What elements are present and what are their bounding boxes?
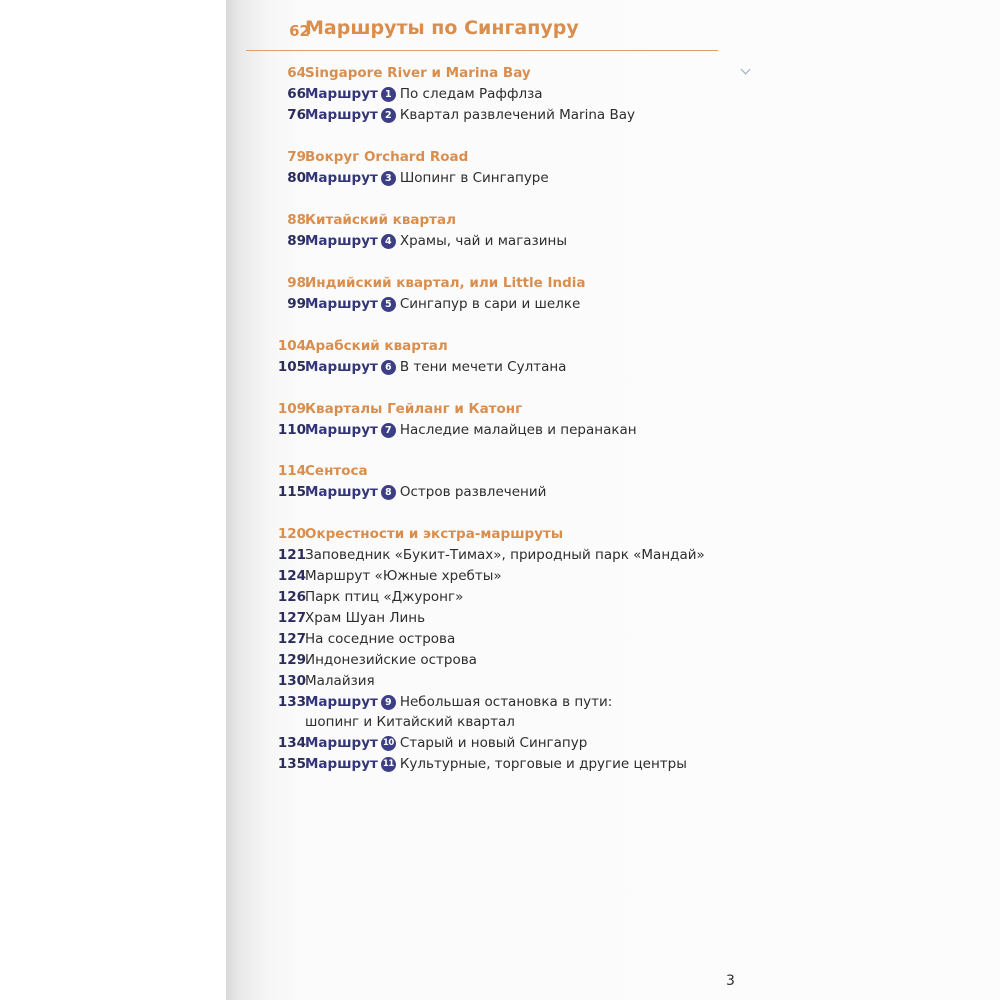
item-title: Индонезийские острова <box>305 652 477 668</box>
entry-page-number: 124 <box>277 568 306 584</box>
entry-page-number: 105 <box>277 359 306 375</box>
item-title: Храм Шуан Линь <box>305 610 426 626</box>
route-number-badge: 6 <box>381 360 396 375</box>
route-title: Квартал развлечений Marina Bay <box>399 107 636 123</box>
toc-item <box>226 587 746 608</box>
item-title: Маршрут «Южные хребты» <box>305 568 502 584</box>
toc-route <box>226 231 746 252</box>
entry-page-number: 66 <box>287 86 306 102</box>
toc-route <box>226 420 746 441</box>
route-number-badge: 7 <box>381 423 396 438</box>
route-number-badge: 10 <box>381 736 396 751</box>
section-title: Индийский квартал, или Little India <box>305 275 586 291</box>
route-title: В тени мечети Султана <box>399 359 567 375</box>
section-title: Вокруг Orchard Road <box>305 149 469 165</box>
toc-route <box>226 84 746 105</box>
route-number-badge: 9 <box>381 695 396 710</box>
route-label: Маршрут <box>305 296 378 312</box>
entry-page-number: 127 <box>277 631 306 647</box>
section-title: Арабский квартал <box>305 338 448 354</box>
toc-section <box>226 524 746 545</box>
route-label: Маршрут <box>305 86 378 102</box>
route-title: Культурные, торговые и другие центры <box>399 756 687 772</box>
section-title: Кварталы Гейланг и Катонг <box>305 401 523 417</box>
toc-section <box>226 63 746 84</box>
entry-page-number: 109 <box>277 401 306 417</box>
route-label: Маршрут <box>305 422 378 438</box>
route-number-badge: 2 <box>381 108 396 123</box>
route-entry <box>305 294 580 315</box>
route-label: Маршрут <box>305 694 378 710</box>
route-entry <box>305 84 543 105</box>
route-label: Маршрут <box>305 735 378 751</box>
entry-page-number: 80 <box>287 170 306 186</box>
toc-route <box>226 733 746 754</box>
entry-continuation: шопинг и Китайский квартал <box>305 714 515 730</box>
route-entry <box>305 420 637 441</box>
entry-page-number: 79 <box>287 149 306 165</box>
entry-page-number: 134 <box>277 735 306 751</box>
toc-route <box>226 482 746 503</box>
entry-page-number: 76 <box>287 107 306 123</box>
entry-page-number: 115 <box>277 484 306 500</box>
toc-item <box>226 671 746 692</box>
toc-item <box>226 545 746 566</box>
toc-route <box>226 105 746 126</box>
item-title: Парк птиц «Джуронг» <box>305 589 464 605</box>
toc-route <box>226 168 746 189</box>
route-title: Небольшая остановка в пути: <box>399 694 613 710</box>
entry-page-number: 64 <box>287 65 306 81</box>
route-label: Маршрут <box>305 359 378 375</box>
section-title: Singapore River и Marina Bay <box>305 65 531 81</box>
toc-route <box>226 294 746 315</box>
route-entry <box>305 482 546 503</box>
route-title: Шопинг в Сингапуре <box>399 170 549 186</box>
route-entry <box>305 733 587 754</box>
entry-page-number: 88 <box>287 212 306 228</box>
entry-page-number: 104 <box>277 338 306 354</box>
entry-page-number: 89 <box>287 233 306 249</box>
toc-section <box>226 210 746 231</box>
route-number-badge: 1 <box>381 87 396 102</box>
route-title: По следам Раффлза <box>399 86 543 102</box>
route-entry <box>305 692 612 713</box>
toc-item <box>226 608 746 629</box>
route-title: Наследие малайцев и перанакан <box>399 422 637 438</box>
section-title: Китайский квартал <box>305 212 456 228</box>
entry-page-number: 126 <box>277 589 306 605</box>
section-title: Сентоса <box>305 463 368 479</box>
entry-page-number: 98 <box>287 275 306 291</box>
route-number-badge: 5 <box>381 297 396 312</box>
route-label: Маршрут <box>305 233 378 249</box>
route-entry <box>305 168 549 189</box>
entry-page-number: 99 <box>287 296 306 312</box>
entry-page-number: 110 <box>277 422 306 438</box>
toc-route <box>226 357 746 378</box>
route-title: Храмы, чай и магазины <box>399 233 567 249</box>
entry-page-number: 133 <box>277 694 306 710</box>
toc-item <box>226 650 746 671</box>
route-number-badge: 11 <box>381 757 396 772</box>
section-title: Окрестности и экстра-маршруты <box>305 526 564 542</box>
toc-route <box>226 692 746 713</box>
page-folio: 3 <box>726 973 735 989</box>
toc-section <box>226 461 746 482</box>
table-of-contents <box>226 0 746 1000</box>
toc-section <box>226 273 746 294</box>
header-title: Маршруты по Сингапуру <box>305 17 579 39</box>
route-number-badge: 4 <box>381 234 396 249</box>
toc-section <box>226 336 746 357</box>
entry-page-number: 127 <box>277 610 306 626</box>
route-number-badge: 3 <box>381 171 396 186</box>
toc-section <box>226 147 746 168</box>
route-entry <box>305 231 567 252</box>
entry-page-number: 121 <box>277 547 306 563</box>
route-title: Сингапур в сари и шелке <box>399 296 581 312</box>
route-label: Маршрут <box>305 756 378 772</box>
route-label: Маршрут <box>305 107 378 123</box>
route-title: Остров развлечений <box>399 484 547 500</box>
entry-page-number: 135 <box>277 756 306 772</box>
route-entry <box>305 754 687 775</box>
item-title: Малайзия <box>305 673 375 689</box>
item-title: На соседние острова <box>305 631 456 647</box>
item-title: Заповедник «Букит-Тимах», природный парк «Мандай» <box>305 547 705 563</box>
entry-page-number: 130 <box>277 673 306 689</box>
toc-item <box>226 629 746 650</box>
entry-page-number: 120 <box>277 526 306 542</box>
route-number-badge: 8 <box>381 485 396 500</box>
toc-item <box>226 566 746 587</box>
route-label: Маршрут <box>305 170 378 186</box>
entry-page-number: 129 <box>277 652 306 668</box>
toc-section <box>226 399 746 420</box>
route-title: Старый и новый Сингапур <box>399 735 588 751</box>
entry-page-number: 114 <box>277 463 306 479</box>
route-entry <box>305 105 635 126</box>
route-label: Маршрут <box>305 484 378 500</box>
header-page-number: 62 <box>289 22 310 40</box>
route-entry <box>305 357 566 378</box>
toc-route <box>226 754 746 775</box>
page-margin <box>0 0 226 1000</box>
